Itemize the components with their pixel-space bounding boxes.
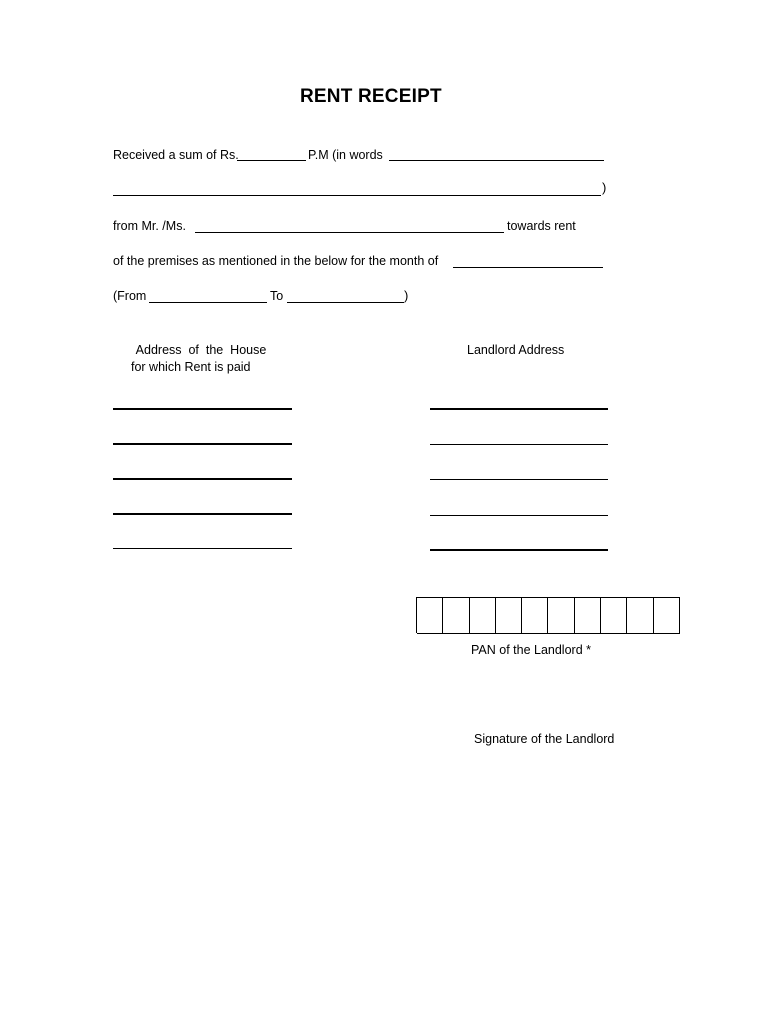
in-words-label: P.M (in words — [308, 148, 383, 162]
landlord-address-line[interactable] — [430, 444, 608, 445]
tenant-name-blank[interactable] — [195, 232, 504, 233]
signature-label: Signature of the Landlord — [474, 732, 615, 746]
pan-boxes — [416, 597, 680, 633]
amount-in-words-blank[interactable] — [389, 160, 604, 161]
house-address-line[interactable] — [113, 513, 292, 515]
house-address-line[interactable] — [113, 478, 292, 480]
house-address-line[interactable] — [113, 548, 292, 549]
received-sum-label: Received a sum of Rs. — [113, 148, 239, 162]
landlord-address-line[interactable] — [430, 479, 608, 480]
house-address-heading — [116, 342, 286, 358]
amount-blank[interactable] — [237, 160, 306, 161]
house-address-heading-line2: for which Rent is paid — [131, 360, 251, 374]
from-date-blank[interactable] — [149, 302, 267, 303]
month-blank[interactable] — [453, 267, 603, 268]
to-date-blank[interactable] — [287, 302, 404, 303]
house-address-heading-line1: Address of the House — [135, 343, 267, 357]
landlord-address-line[interactable] — [430, 549, 608, 551]
pan-character-box[interactable] — [654, 597, 680, 634]
pan-character-box[interactable] — [443, 597, 469, 634]
towards-rent-label: towards rent — [507, 219, 576, 233]
page-title: RENT RECEIPT — [300, 86, 442, 107]
pan-character-box[interactable] — [548, 597, 574, 634]
from-date-label: (From — [113, 289, 147, 303]
landlord-address-line[interactable] — [430, 515, 608, 516]
pan-character-box[interactable] — [496, 597, 522, 634]
pan-character-box[interactable] — [627, 597, 653, 634]
closing-parenthesis: ) — [602, 180, 607, 195]
premises-month-label: of the premises as mentioned in the below for the month of — [113, 254, 439, 268]
house-address-line[interactable] — [113, 408, 292, 410]
pan-character-box[interactable] — [575, 597, 601, 634]
pan-character-box[interactable] — [470, 597, 496, 634]
date-closing-parenthesis: ) — [404, 288, 409, 303]
pan-character-box[interactable] — [522, 597, 548, 634]
to-date-label: To — [270, 289, 284, 303]
from-name-label: from Mr. /Ms. — [113, 219, 186, 233]
pan-character-box[interactable] — [417, 597, 443, 634]
amount-in-words-continued-blank[interactable] — [113, 195, 601, 196]
landlord-address-line[interactable] — [430, 408, 608, 410]
pan-label: PAN of the Landlord * — [471, 643, 591, 657]
pan-character-box[interactable] — [601, 597, 627, 634]
house-address-line[interactable] — [113, 443, 292, 445]
landlord-address-heading: Landlord Address — [467, 343, 565, 357]
